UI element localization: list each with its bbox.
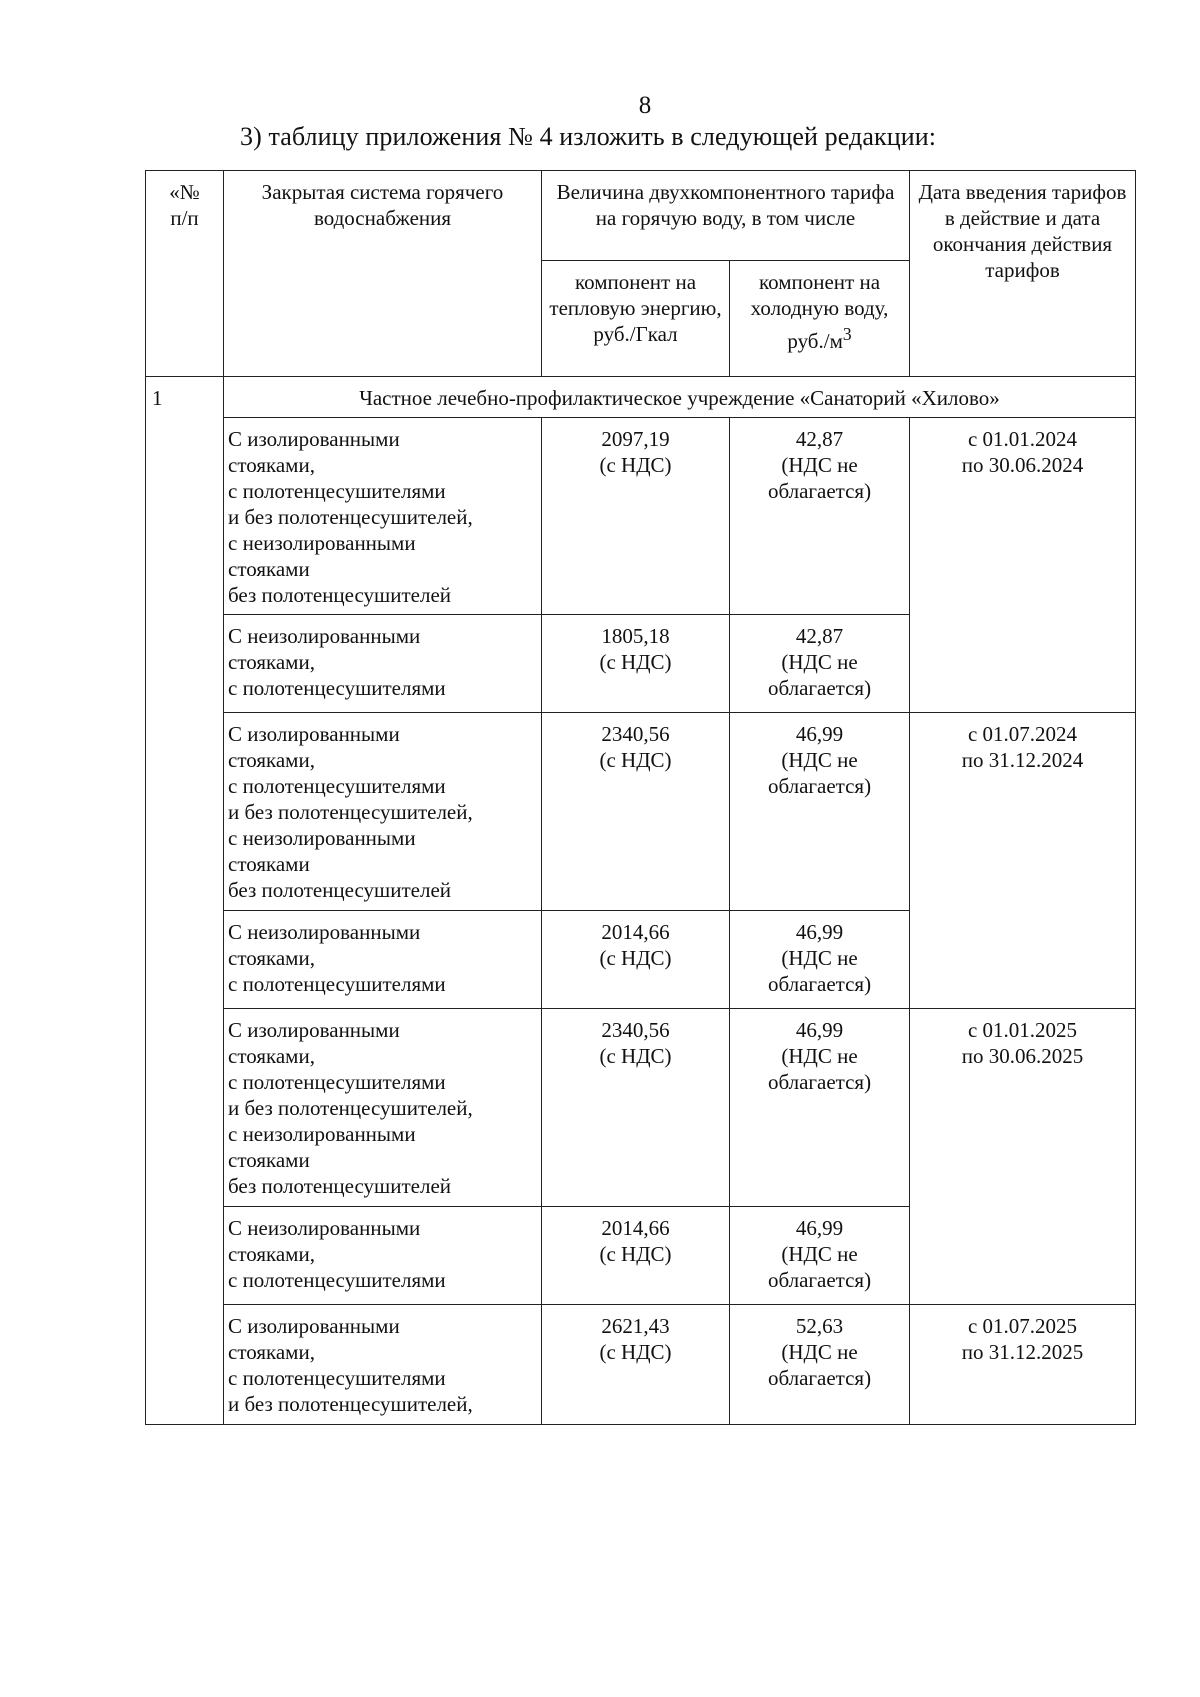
- cold-value: 42,87 (НДС не облагается): [730, 615, 910, 713]
- heat-value: 2014,66 (с НДС): [542, 1207, 730, 1305]
- system-cell: С изолированными стояками, с полотенцесушителями и без полотенцесушителей, с неизолированными стояками без полотенцесушителей: [224, 418, 542, 615]
- organization-name: Частное лечебно-профилактическое учреждение «Санаторий «Хилово»: [224, 377, 1136, 418]
- system-cell: С неизолированными стояками, с полотенцесушителями: [224, 615, 542, 713]
- heat-value: 2340,56 (с НДС): [542, 713, 730, 911]
- cold-value: 46,99 (НДС не облагается): [730, 713, 910, 911]
- row-number: 1: [146, 377, 224, 1425]
- header-dates: Дата введения тарифов в действие и дата окончания действия тарифов: [910, 171, 1136, 377]
- table-row: [146, 713, 1136, 911]
- header-number: «№ п/п: [146, 171, 224, 377]
- heat-value: 2014,66 (с НДС): [542, 911, 730, 1009]
- system-cell: С изолированными стояками, с полотенцесушителями и без полотенцесушителей,: [224, 1305, 542, 1425]
- date-range: с 01.07.2024 по 31.12.2024: [910, 713, 1136, 1009]
- intro-text: 3) таблицу приложения № 4 изложить в следующей редакции:: [240, 122, 937, 151]
- system-cell: С неизолированными стояками, с полотенцесушителями: [224, 911, 542, 1009]
- heat-value: 2097,19 (с НДС): [542, 418, 730, 615]
- date-range: с 01.07.2025 по 31.12.2025: [910, 1305, 1136, 1425]
- date-range: с 01.01.2025 по 30.06.2025: [910, 1009, 1136, 1305]
- header-cold-superscript: 3: [842, 324, 852, 344]
- heat-value: 2340,56 (с НДС): [542, 1009, 730, 1207]
- cold-value: 52,63 (НДС не облагается): [730, 1305, 910, 1425]
- header-heat-component: компонент на тепловую энергию, руб./Гкал: [542, 261, 730, 377]
- table-row: [146, 418, 1136, 615]
- system-cell: С изолированными стояками, с полотенцесушителями и без полотенцесушителей, с неизолированными стояками без полотенцесушителей: [224, 1009, 542, 1207]
- header-cold-component: [730, 261, 910, 377]
- header-tariff: Величина двухкомпонентного тарифа на горячую воду, в том числе: [542, 171, 910, 261]
- heat-value: 1805,18 (с НДС): [542, 615, 730, 713]
- cold-value: 46,99 (НДС не облагается): [730, 1009, 910, 1207]
- table-row: [146, 1009, 1136, 1207]
- tariff-table: [145, 170, 1136, 1425]
- system-cell: С изолированными стояками, с полотенцесушителями и без полотенцесушителей, с неизолированными стояками без полотенцесушителей: [224, 713, 542, 911]
- cold-value: 46,99 (НДС не облагается): [730, 1207, 910, 1305]
- table-row: [146, 1305, 1136, 1425]
- header-cold-label: компонент на холодную воду, руб./м: [750, 270, 889, 353]
- page-number: 8: [638, 92, 652, 119]
- date-range: с 01.01.2024 по 30.06.2024: [910, 418, 1136, 713]
- header-system: Закрытая система горячего водоснабжения: [224, 171, 542, 377]
- cold-value: 42,87 (НДС не облагается): [730, 418, 910, 615]
- cold-value: 46,99 (НДС не облагается): [730, 911, 910, 1009]
- heat-value: 2621,43 (с НДС): [542, 1305, 730, 1425]
- system-cell: С неизолированными стояками, с полотенцесушителями: [224, 1207, 542, 1305]
